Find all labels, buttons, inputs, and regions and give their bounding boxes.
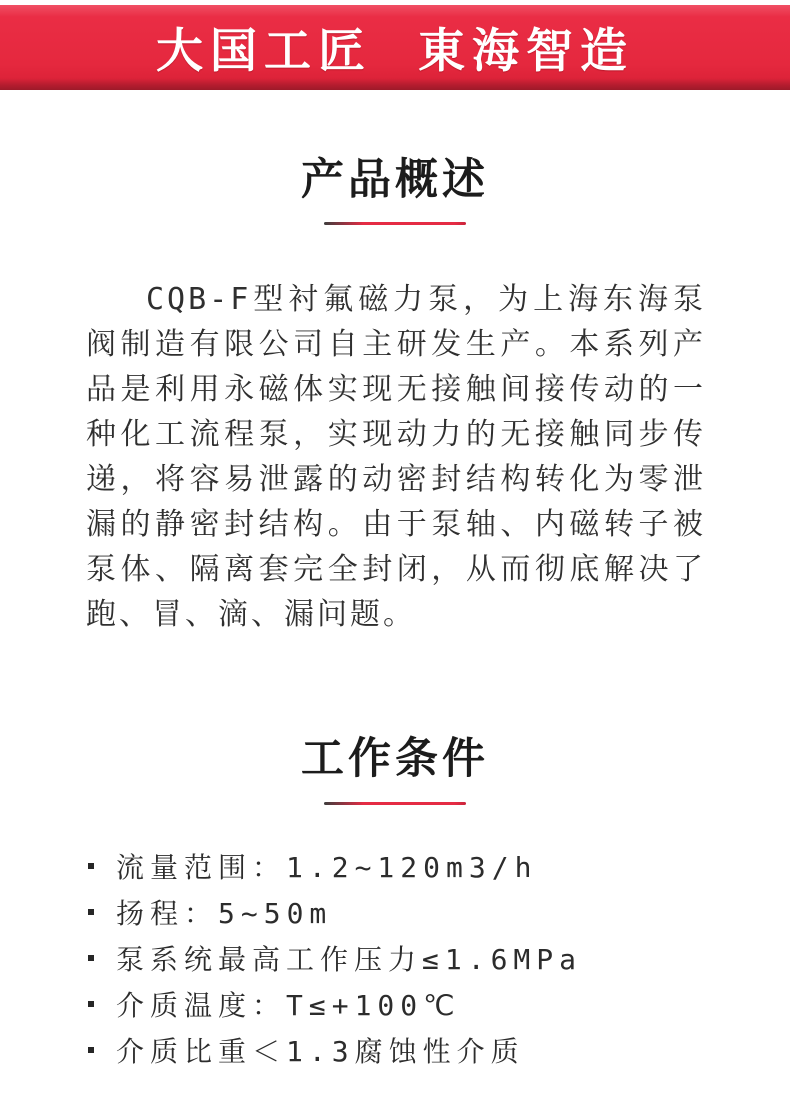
- overview-title-underline: [324, 222, 466, 225]
- list-item-text: 介质比重＜1.3腐蚀性介质: [116, 1035, 525, 1069]
- product-detail-page: [0, 5, 790, 1069]
- square-bullet-icon: [88, 1001, 94, 1007]
- conditions-title-underline: [324, 802, 466, 805]
- overview-paragraph: CQB-F型衬氟磁力泵，为上海东海泵阀制造有限公司自主研发生产。本系列产品是利用永磁体实现无接触间接传动的一种化工流程泵，实现动力的无接触同步传递，将容易泄露的动密封结构转化为零泄漏的静密封结构。由于泵轴、内磁转子被泵体、隔离套完全封闭，从而彻底解决了跑、冒、滴、漏问题。: [86, 282, 706, 633]
- conditions-section: [0, 735, 790, 1069]
- banner-title: 大国工匠 東海智造: [155, 24, 635, 77]
- list-item-text: 介质温度：T≤+100℃: [116, 989, 461, 1023]
- list-item-text: 泵系统最高工作压力≤1.6MPa: [116, 943, 583, 977]
- list-item-max-pressure: [88, 943, 790, 977]
- overview-section-title: 产品概述: [301, 156, 489, 204]
- list-item-head: [88, 897, 790, 931]
- conditions-list: [88, 851, 790, 1069]
- list-item-medium-temperature: [88, 989, 790, 1023]
- square-bullet-icon: [88, 909, 94, 915]
- overview-section: [0, 156, 790, 637]
- square-bullet-icon: [88, 863, 94, 869]
- list-item-medium-gravity: [88, 1035, 790, 1069]
- square-bullet-icon: [88, 955, 94, 961]
- square-bullet-icon: [88, 1047, 94, 1053]
- list-item-text: 流量范围：1.2~120m3/h: [116, 851, 538, 885]
- list-item-flow-range: [88, 851, 790, 885]
- top-banner: [0, 5, 790, 90]
- conditions-section-title: 工作条件: [301, 735, 489, 784]
- list-item-text: 扬程：5~50m: [116, 897, 333, 931]
